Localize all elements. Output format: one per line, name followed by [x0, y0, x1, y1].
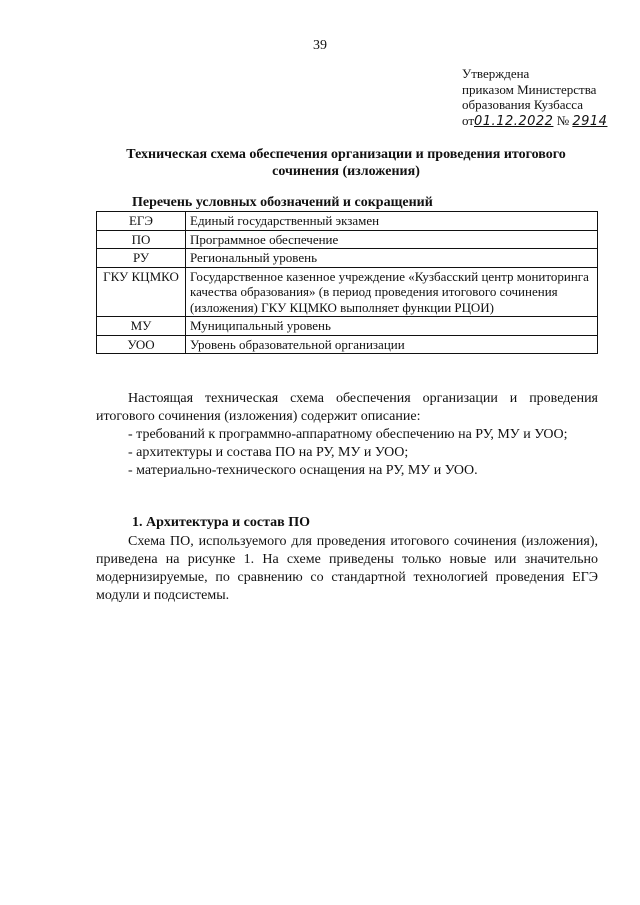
table-row [97, 317, 598, 336]
table-row [97, 212, 598, 231]
desc-cell: Программное обеспечение [186, 230, 598, 249]
approval-from-label: от [462, 112, 475, 128]
desc-cell: Муниципальный уровень [186, 317, 598, 336]
section-1-body [96, 533, 598, 605]
intro-item-3: - материально-технического оснащения на РУ, МУ и УОО. [128, 463, 478, 478]
desc-cell: Единый государственный экзамен [186, 212, 598, 231]
desc-cell: Уровень образовательной организации [186, 335, 598, 354]
approval-number-label: № [556, 112, 570, 128]
approval-line-2: приказом Министерства [462, 81, 597, 97]
approval-date-line [462, 113, 632, 130]
abbr-cell: ЕГЭ [97, 212, 186, 231]
table-row [97, 335, 598, 354]
table-row [97, 267, 598, 317]
abbr-cell: УОО [97, 335, 186, 354]
abbr-cell: РУ [97, 249, 186, 268]
abbr-cell: ГКУ КЦМКО [97, 267, 186, 317]
abbreviations-table-title: Перечень условных обозначений и сокращений [132, 195, 433, 210]
approval-number: 2914 [572, 113, 608, 129]
approval-stamp [462, 66, 632, 129]
table-row [97, 249, 598, 268]
approval-line-3: образования Кузбасса [462, 97, 584, 112]
approval-line-1: Утверждена [462, 66, 530, 81]
intro-item-2: - архитектуры и состава ПО на РУ, МУ и УОО; [128, 445, 409, 460]
intro-item-1: - требований к программно-аппаратному обеспечению на РУ, МУ и УОО; [128, 427, 568, 442]
approval-date: 01.12.2022 [474, 113, 554, 129]
intro-paragraph: Настоящая техническая схема обеспечения организации и проведения итогового сочинения (изложения) содержит описание: [96, 391, 598, 424]
abbr-cell: ПО [97, 230, 186, 249]
section-1-heading: 1. Архитектура и состав ПО [132, 515, 310, 530]
abbr-cell: МУ [97, 317, 186, 336]
intro-block [96, 390, 598, 480]
section-1-paragraph: Схема ПО, используемого для проведения итогового сочинения (изложения), приведена на рисунке 1. На схеме приведены только новые или значительно модернизируемые, по сравнению со стандартной технологией проведения ЕГЭ модули и подсистемы. [96, 534, 598, 603]
table-row [97, 230, 598, 249]
document-title: Техническая схема обеспечения организации и проведения итогового сочинения (изложения) [126, 147, 566, 179]
abbreviations-table [96, 211, 598, 354]
desc-cell: Региональный уровень [186, 249, 598, 268]
desc-cell: Государственное казенное учреждение «Кузбасский центр мониторинга качества образования» (в период проведения итогового сочинения (изложения) ГКУ КЦМКО выполняет функции РЦОИ) [186, 267, 598, 317]
page-number: 39 [313, 38, 327, 53]
